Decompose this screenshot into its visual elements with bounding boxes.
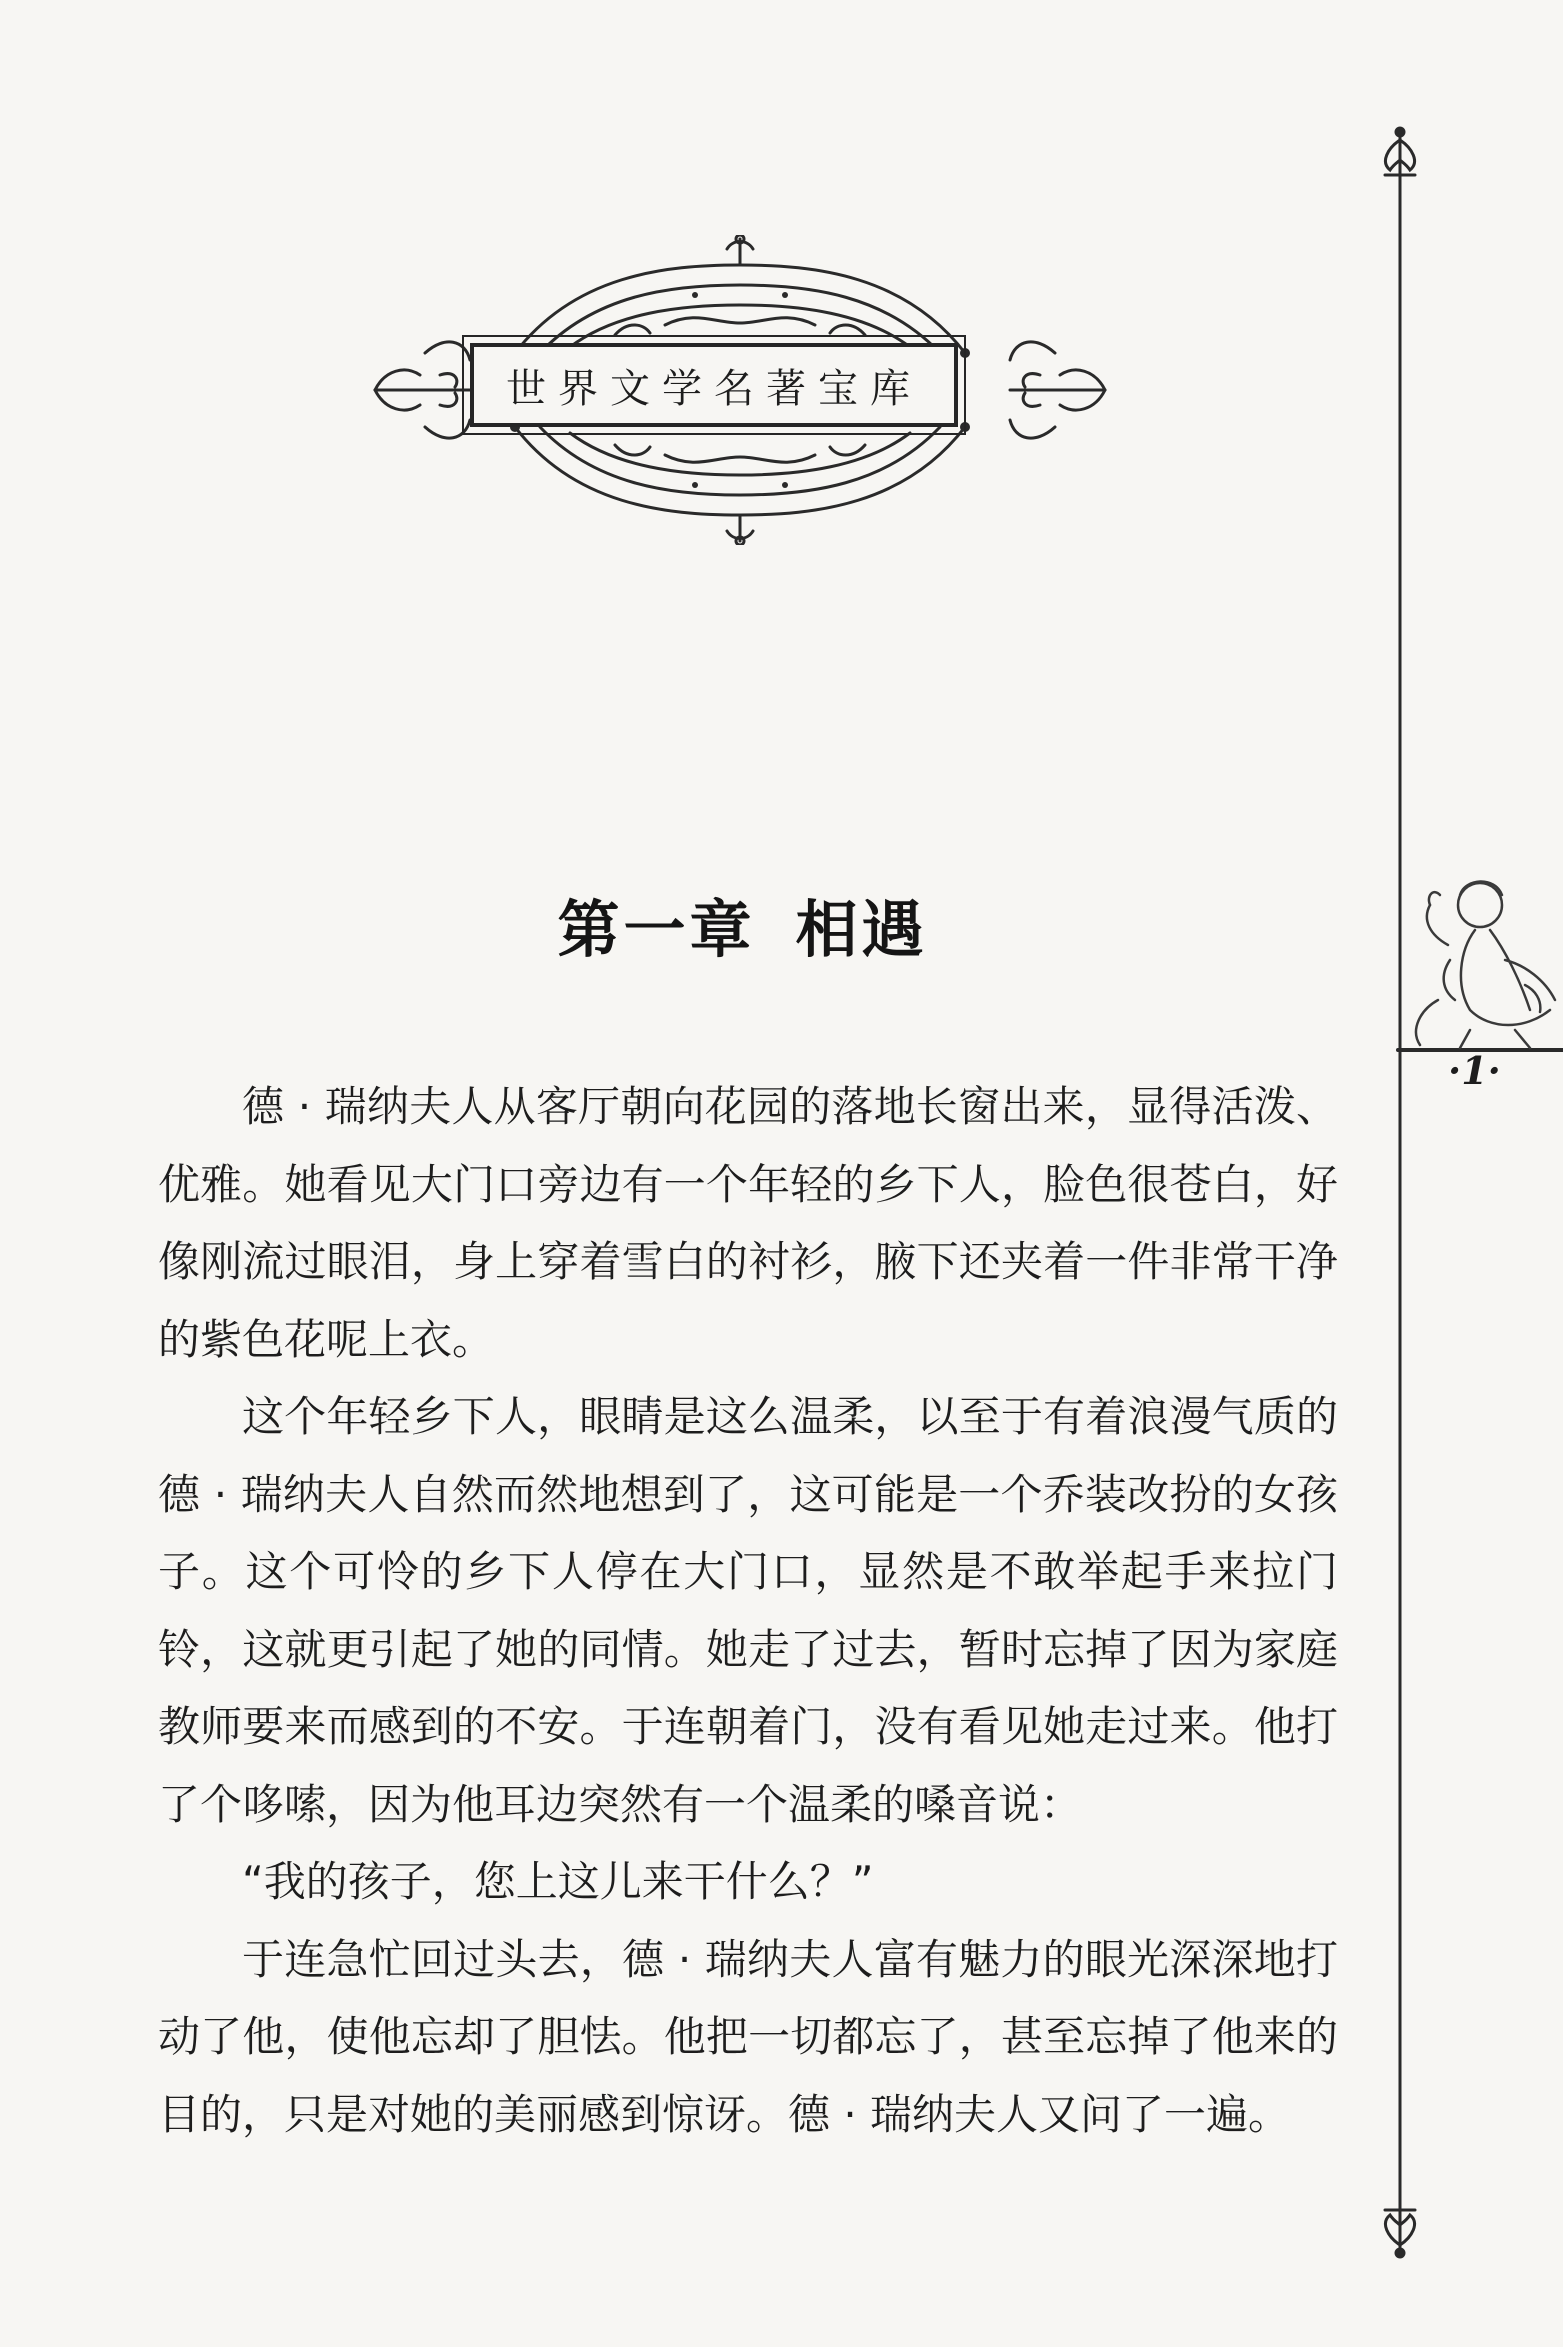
chapter-number: 第一章: [557, 893, 756, 966]
chapter-title: [0, 880, 1485, 969]
body-text: [158, 1068, 1338, 2153]
paragraph: “我的孩子，您上这儿来干什么？”: [242, 1857, 874, 1906]
margin-decoration: [1330, 0, 1563, 2347]
paragraph: 于连急忙回过头去，德 · 瑞纳夫人富有魅力的眼光深深地打动了他，使他忘却了胆怯。他把一切都忘了，甚至忘掉了他来的目的，只是对她的美丽感到惊讶。德 · 瑞纳夫人又问了一遍。: [158, 1934, 1338, 2139]
page-number: ·1·: [1448, 1048, 1501, 1093]
series-title: 世界文学名著宝库: [506, 365, 922, 412]
chapter-subtitle: 相遇: [795, 893, 928, 966]
paragraph: 德 · 瑞纳夫人从客厅朝向花园的落地长窗出来，显得活泼、优雅。她看见大门口旁边有一个年轻的乡下人，脸色很苍白，好像刚流过眼泪，身上穿着雪白的衬衫，腋下还夹着一件非常干净的紫色花呢上衣。: [158, 1082, 1338, 1364]
series-title-box: [470, 343, 958, 427]
fleur-de-lis-icon: [1385, 2205, 1415, 2257]
fleur-de-lis-icon: [1385, 128, 1415, 180]
paragraph: 这个年轻乡下人，眼睛是这么温柔，以至于有着浪漫气质的德 · 瑞纳夫人自然而然地想到了，这可能是一个乔装改扮的女孩子。这个可怜的乡下人停在大门口，显然是不敢举起手来拉门铃，这就更引起了她的同情。她走了过去，暂时忘掉了因为家庭教师要来而感到的不安。于连朝着门，没有看见她走过来。他打了个哆嗦，因为他耳边突然有一个温柔的嗓音说：: [158, 1392, 1338, 1829]
